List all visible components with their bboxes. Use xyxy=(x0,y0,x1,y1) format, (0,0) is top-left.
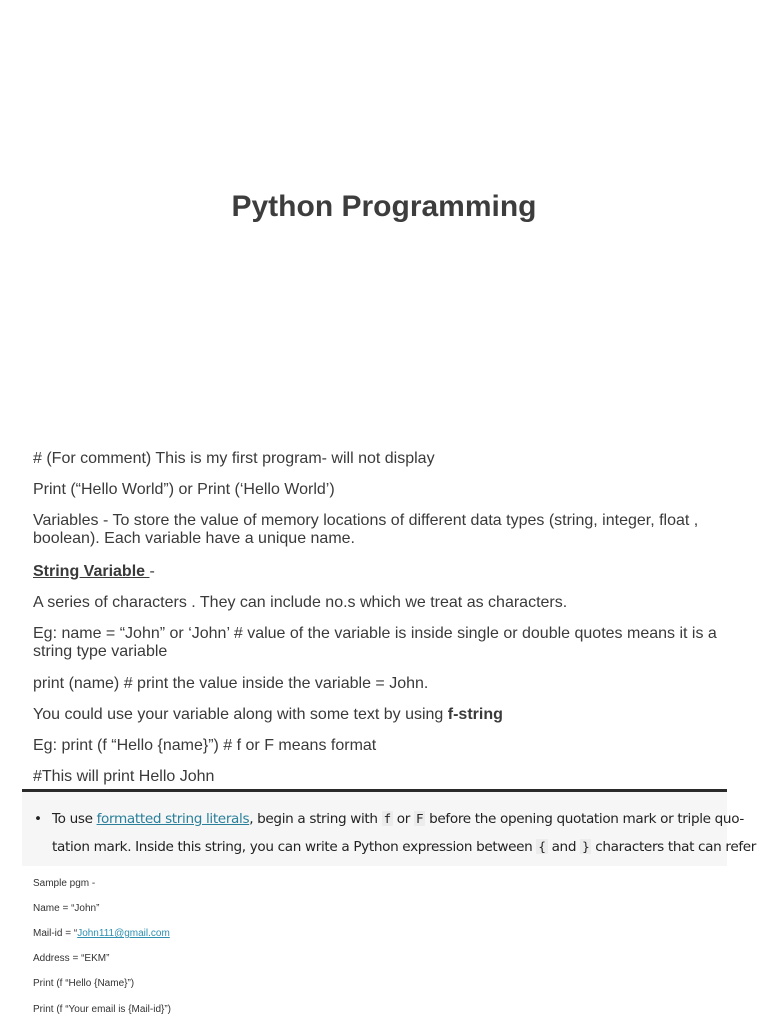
excerpt-or: or xyxy=(392,811,414,827)
excerpt-before: before the opening quotation mark or triple quo- xyxy=(425,811,744,827)
excerpt-line-1 xyxy=(34,811,744,827)
page-title: Python Programming xyxy=(231,190,537,223)
comment-line: # (For comment) This is my first program- will not display xyxy=(33,450,435,467)
excerpt-line-2 xyxy=(52,839,756,855)
excerpt-and: and xyxy=(547,839,581,855)
excerpt-line2-start: tation mark. Inside this string, you can write a Python expression between xyxy=(52,839,537,855)
fstring-line xyxy=(33,706,738,724)
sample-name-line: Name = “John” xyxy=(33,903,100,914)
excerpt-line2-end: characters that can refer xyxy=(591,839,757,855)
example-name-paragraph: Eg: name = “John” or ‘John’ # value of the variable is inside single or double quotes means it is a string type variable xyxy=(33,625,717,660)
excerpt-to-use: To use xyxy=(52,811,97,827)
embedded-docs-screenshot xyxy=(22,789,757,866)
sample-print-email-line: Print (f “Your email is {Mail-id}”) xyxy=(33,1004,172,1015)
code-open-brace: { xyxy=(538,839,546,854)
code-f-lower: f xyxy=(383,811,391,826)
fstring-prefix: You could use your variable along with some text by using xyxy=(33,706,448,723)
sample-mail-prefix: Mail-id = “ xyxy=(33,928,78,939)
string-variable-dash: - xyxy=(149,563,155,580)
string-variable-heading-row xyxy=(33,563,738,581)
print-hello-line: Print (“Hello World”) or Print (‘Hello World’) xyxy=(33,481,335,498)
sample-mail-line xyxy=(33,928,170,940)
sample-print-hello-line: Print (f “Hello {Name}”) xyxy=(33,978,135,989)
will-print-line: #This will print Hello John xyxy=(33,768,215,785)
fstring-keyword: f-string xyxy=(447,706,503,723)
formatted-string-literals-link[interactable]: formatted string literals xyxy=(96,811,250,827)
sample-program-heading: Sample pgm - xyxy=(33,878,96,889)
excerpt-begin: , begin a string with xyxy=(249,811,382,827)
email-link[interactable]: John111@gmail.com xyxy=(77,928,170,939)
string-variable-heading: String Variable xyxy=(33,563,150,580)
code-close-brace: } xyxy=(582,839,590,854)
print-name-line: print (name) # print the value inside the variable = John. xyxy=(33,675,429,692)
variables-paragraph: Variables - To store the value of memory locations of different data types (string, integer, float , boolean). Each variable have a unique name. xyxy=(33,512,699,547)
sample-address-line: Address = “EKM” xyxy=(33,953,110,964)
example-print-line: Eg: print (f “Hello {name}”) # f or F means format xyxy=(33,737,377,754)
code-f-upper: F xyxy=(415,811,424,826)
bullet-icon: • xyxy=(34,811,42,827)
string-description: A series of characters . They can include no.s which we treat as characters. xyxy=(33,594,568,611)
